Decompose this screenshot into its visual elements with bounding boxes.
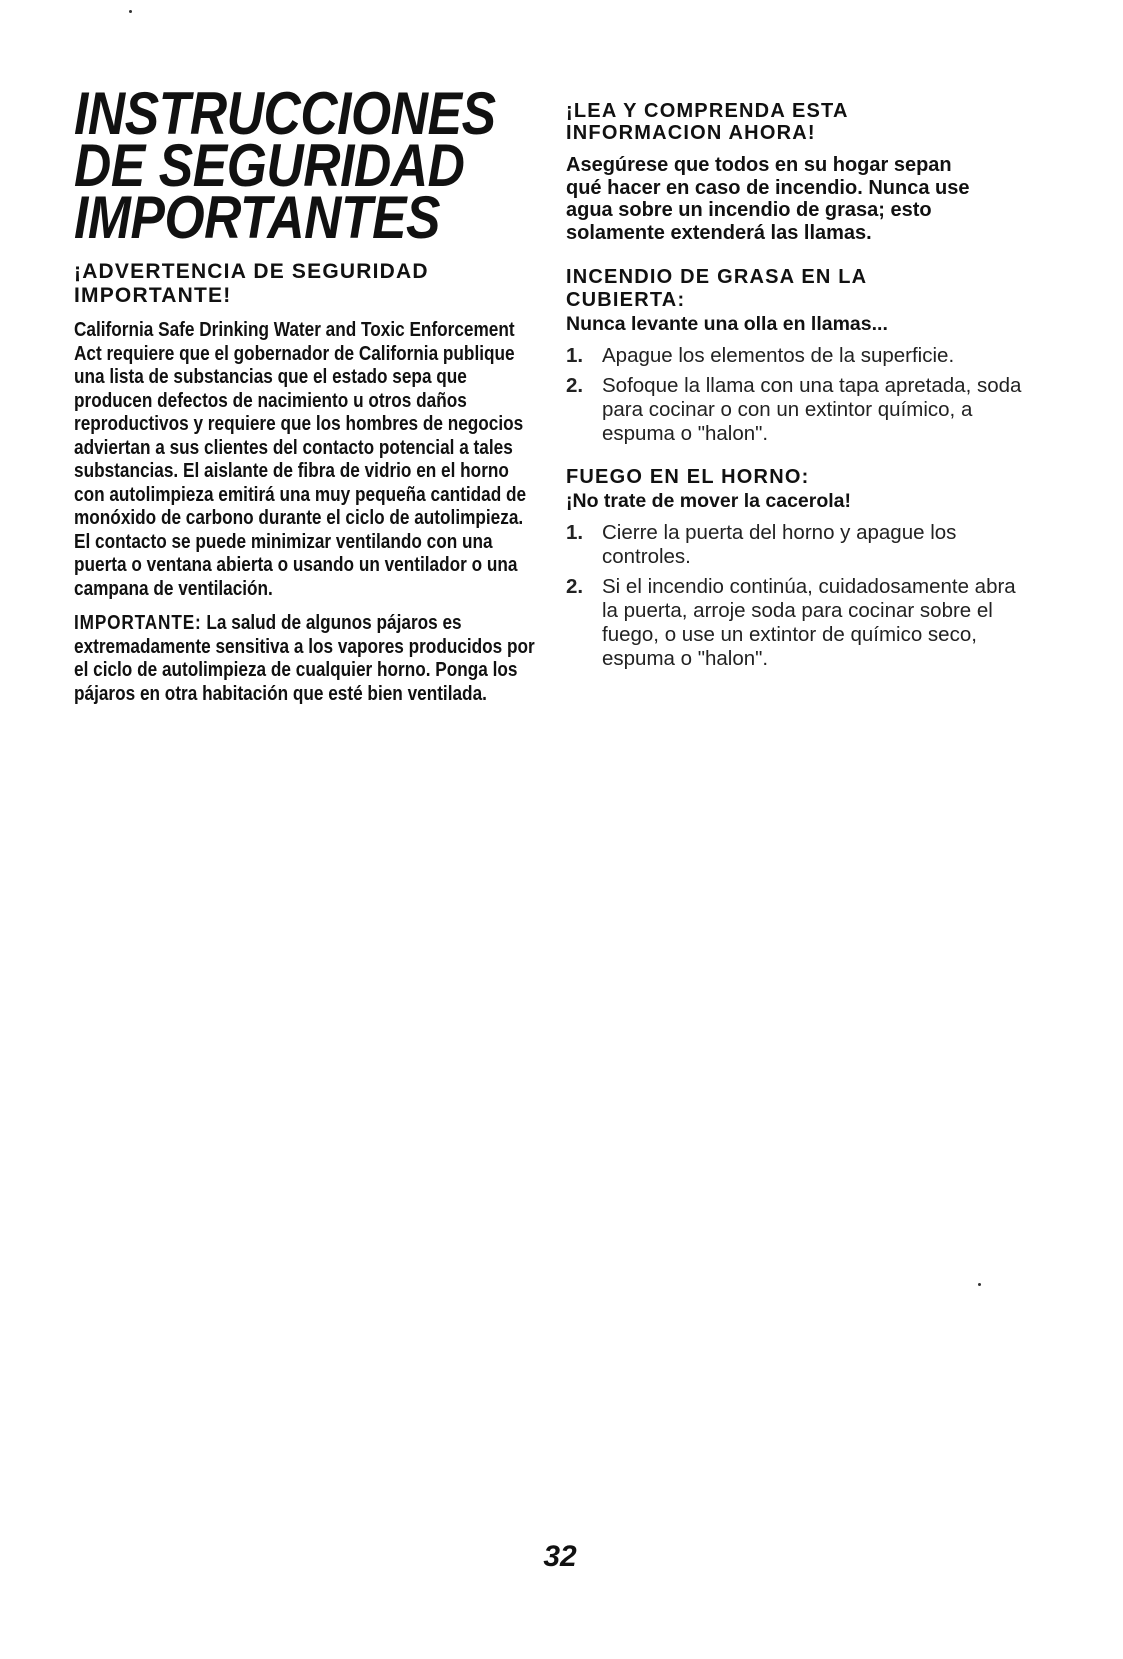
list-item [566,374,1026,446]
warning-body: California Safe Drinking Water and Toxic Enforcement Act requiere que el gobernador de California publique una lista de substancias que el estado sepa que producen defectos de nacimiento u otros daños reproductivos y requiere que los hombres de negocios adviertan a sus clientes del contacto potencial a tales substancias. El aislante de fibra de vidrio en el horno con autolimpieza emitirá una muy pequeña cantidad de monóxido de carbono durante el ciclo de autolimpieza. El contacto se puede minimizar ventilando con una puerta o ventana abierta o usando un ventilador o una campana de ventilación. [74,319,527,600]
step-number: 2. [566,374,584,397]
important-body: La salud de algunos pájaros es extremadamente sensitiva a los vapores producidos por el ciclo de autolimpieza de cualquier horno. Ponga los pájaros en otra habitación que esté bien ventilada. [74,612,535,705]
step-text: Cierre la puerta del horno y apague los controles. [602,521,957,568]
scan-speck [129,10,132,13]
read-now-body: Asegúrese que todos en su hogar sepan qué hacer en caso de incendio. Nunca use agua sobre un incendio de grasa; esto solamente extenderá las llamas. [566,154,970,244]
warning-heading: ¡ADVERTENCIA DE SEGURIDAD IMPORTANTE! [74,260,429,307]
step-text: Si el incendio continúa, cuidadosamente abra la puerta, arroje soda para cocinar sobre el fuego, o use un extintor de químico seco, espuma o "halon". [602,575,1016,670]
grease-fire-steps [566,344,1026,446]
step-number: 2. [566,575,584,598]
page-number: 32 [543,1540,577,1573]
title-line: IMPORTANTES [74,184,441,251]
list-item [566,344,1026,368]
read-now-heading: ¡LEA Y COMPRENDA ESTA INFORMACION AHORA! [566,100,848,144]
page-title [74,80,521,251]
right-column [566,100,1026,671]
step-number: 1. [566,521,584,544]
oven-fire-heading: FUEGO EN EL HORNO: [566,466,810,488]
list-item [566,575,1026,671]
step-text: Apague los elementos de la superficie. [602,344,955,367]
scan-speck [978,1283,981,1286]
grease-fire-subheading: Nunca levante una olla en llamas... [566,313,888,335]
step-text: Sofoque la llama con una tapa apretada, soda para cocinar o con un extintor químico, a espuma o "halon". [602,374,1022,445]
oven-fire-steps [566,521,1026,671]
title-line: DE SEGURIDAD [74,132,465,199]
important-label: IMPORTANTE: [74,612,202,634]
title-line: INSTRUCCIONES [74,80,496,147]
list-item [566,521,1026,569]
grease-fire-heading: INCENDIO DE GRASA EN LA CUBIERTA: [566,266,867,311]
oven-fire-subheading: ¡No trate de mover la cacerola! [566,490,852,512]
left-column [74,80,535,706]
important-note [74,612,538,706]
step-number: 1. [566,344,584,367]
